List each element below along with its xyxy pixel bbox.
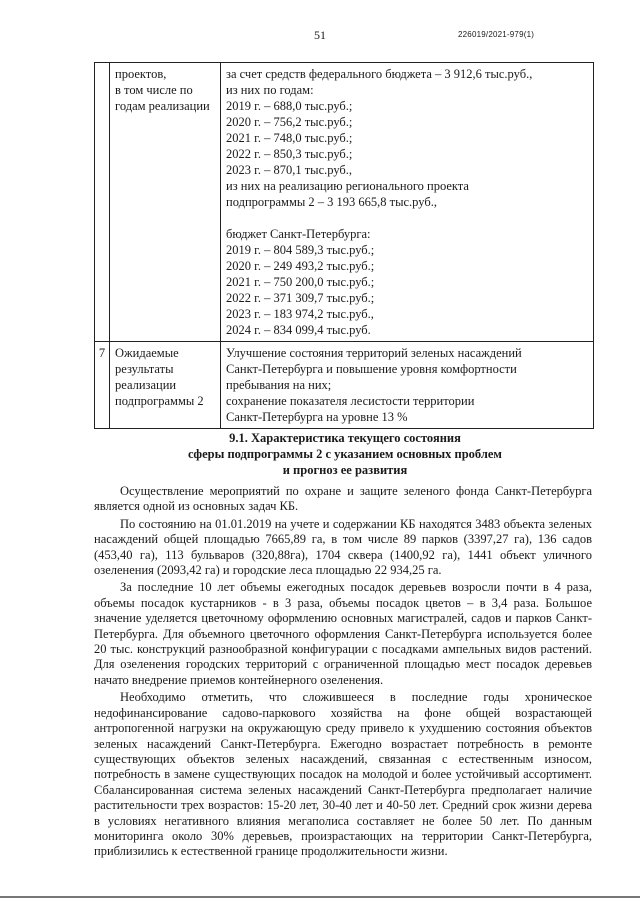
label-line: результаты — [115, 362, 174, 376]
paragraph: Необходимо отметить, что сложившееся в последние годы хроническое недофинансирование садово-паркового хозяйства на фоне общей возрастающей антропогенной нагрузки на окружающую среду привело к ухудшению состояния объектов зеленых насаждений Санкт-Петербурга. Ежегодно возрастает потребность в ремонте существующих объектов зеленых насаждений, связанная с естественным износом, потребность в замене существующих посадок на молодой и более устойчивый ассортимент. Сбалансированная система зеленых насаждений Санкт-Петербурга предполагает наличие растительности трех возрастов: 15-20 лет, 30-40 лет и 40-50 лет. Средний срок жизни дерева в условиях негативного влияния мегаполиса составляет не более 50 лет. По данным мониторинга около 30% деревьев, произрастающих на территории Санкт-Петербурга, приблизились к естественной границе продолжительности жизни. — [94, 690, 592, 859]
paragraph: По состоянию на 01.01.2019 на учете и содержании КБ находятся 3483 объекта зеленых насаждений общей площадью 7665,89 га, в том числе 89 парков (3397,27 га), 136 садов (453,40 га), 113 бульваров (320,88га), 1704 сквера (1400,92 га), 1441 объект уличного озеленения (2093,42 га) и городские леса площадью 22 934,25 га. — [94, 516, 592, 578]
section-heading — [100, 430, 590, 478]
content-line: 2024 г. – 834 099,4 тыс.руб. — [226, 323, 371, 337]
content-line: 2021 г. – 748,0 тыс.руб.; — [226, 131, 353, 145]
content-line: Улучшение состояния территорий зеленых насаждений — [226, 346, 522, 360]
label-line: в том числе по — [115, 83, 193, 97]
content-line: 2022 г. – 371 309,7 тыс.руб.; — [226, 291, 375, 305]
content-line: 2020 г. – 249 493,2 тыс.руб.; — [226, 259, 375, 273]
row-content — [221, 63, 594, 342]
document-code: 226019/2021-979(1) — [458, 30, 535, 39]
label-line: годам реализации — [115, 99, 210, 113]
heading-line: 9.1. Характеристика текущего состояния — [229, 431, 461, 445]
label-line: реализации — [115, 378, 177, 392]
content-line: 2021 г. – 750 200,0 тыс.руб.; — [226, 275, 375, 289]
row-label — [110, 63, 221, 342]
paragraph: За последние 10 лет объемы ежегодных посадок деревьев возросли почти в 4 раза, объемы посадок кустарников - в 3 раза, объемы посадок цветов – в 3,4 раза. Большое значение уделяется цветочному оформлению основных магистралей, садов и парков Санкт-Петербурга. Для объемного цветочного оформления Санкт-Петербурга используется более 20 тыс. конструкций разнообразной конфигурации с посадками ампельных видов растений. Для озеленения городских территорий с ограниченной площадью мест посадок деревьев начато внедрение приемов контейнерного озеленения. — [94, 580, 592, 687]
content-spacer — [226, 210, 588, 226]
row-number — [95, 63, 110, 342]
content-line: 2020 г. – 756,2 тыс.руб.; — [226, 115, 353, 129]
content-line: сохранение показателя лесистости территории — [226, 394, 475, 408]
heading-line: сферы подпрограммы 2 с указанием основных проблем — [188, 447, 502, 461]
content-line: 2019 г. – 688,0 тыс.руб.; — [226, 99, 353, 113]
content-line: Санкт-Петербурга на уровне 13 % — [226, 410, 408, 424]
label-line: проектов, — [115, 67, 167, 81]
label-line: подпрограммы 2 — [115, 394, 204, 408]
content-line: пребывания на них; — [226, 378, 332, 392]
page-number: 51 — [314, 28, 326, 42]
program-passport-table — [94, 62, 594, 429]
content-line: 2023 г. – 870,1 тыс.руб., — [226, 163, 353, 177]
row-content — [221, 342, 594, 429]
section-body — [94, 484, 592, 862]
content-line: из них по годам: — [226, 83, 314, 97]
scan-edge-line — [0, 896, 640, 898]
content-line: подпрограммы 2 – 3 193 665,8 тыс.руб., — [226, 195, 437, 209]
label-line: Ожидаемые — [115, 346, 179, 360]
heading-line: и прогноз ее развития — [282, 463, 408, 477]
content-line: из них на реализацию регионального проекта — [226, 179, 469, 193]
content-line: 2019 г. – 804 589,3 тыс.руб.; — [226, 243, 375, 257]
content-line: 2022 г. – 850,3 тыс.руб.; — [226, 147, 353, 161]
row-number: 7 — [95, 342, 110, 429]
content-line: бюджет Санкт-Петербурга: — [226, 227, 371, 241]
table-row — [95, 63, 594, 342]
row-label — [110, 342, 221, 429]
content-line: Санкт-Петербурга и повышение уровня комфортности — [226, 362, 517, 376]
paragraph: Осуществление мероприятий по охране и защите зеленого фонда Санкт-Петербурга является одной из основных задач КБ. — [94, 484, 592, 514]
table-row — [95, 342, 594, 429]
content-line: 2023 г. – 183 974,2 тыс.руб., — [226, 307, 374, 321]
content-line: за счет средств федерального бюджета – 3 912,6 тыс.руб., — [226, 67, 533, 81]
